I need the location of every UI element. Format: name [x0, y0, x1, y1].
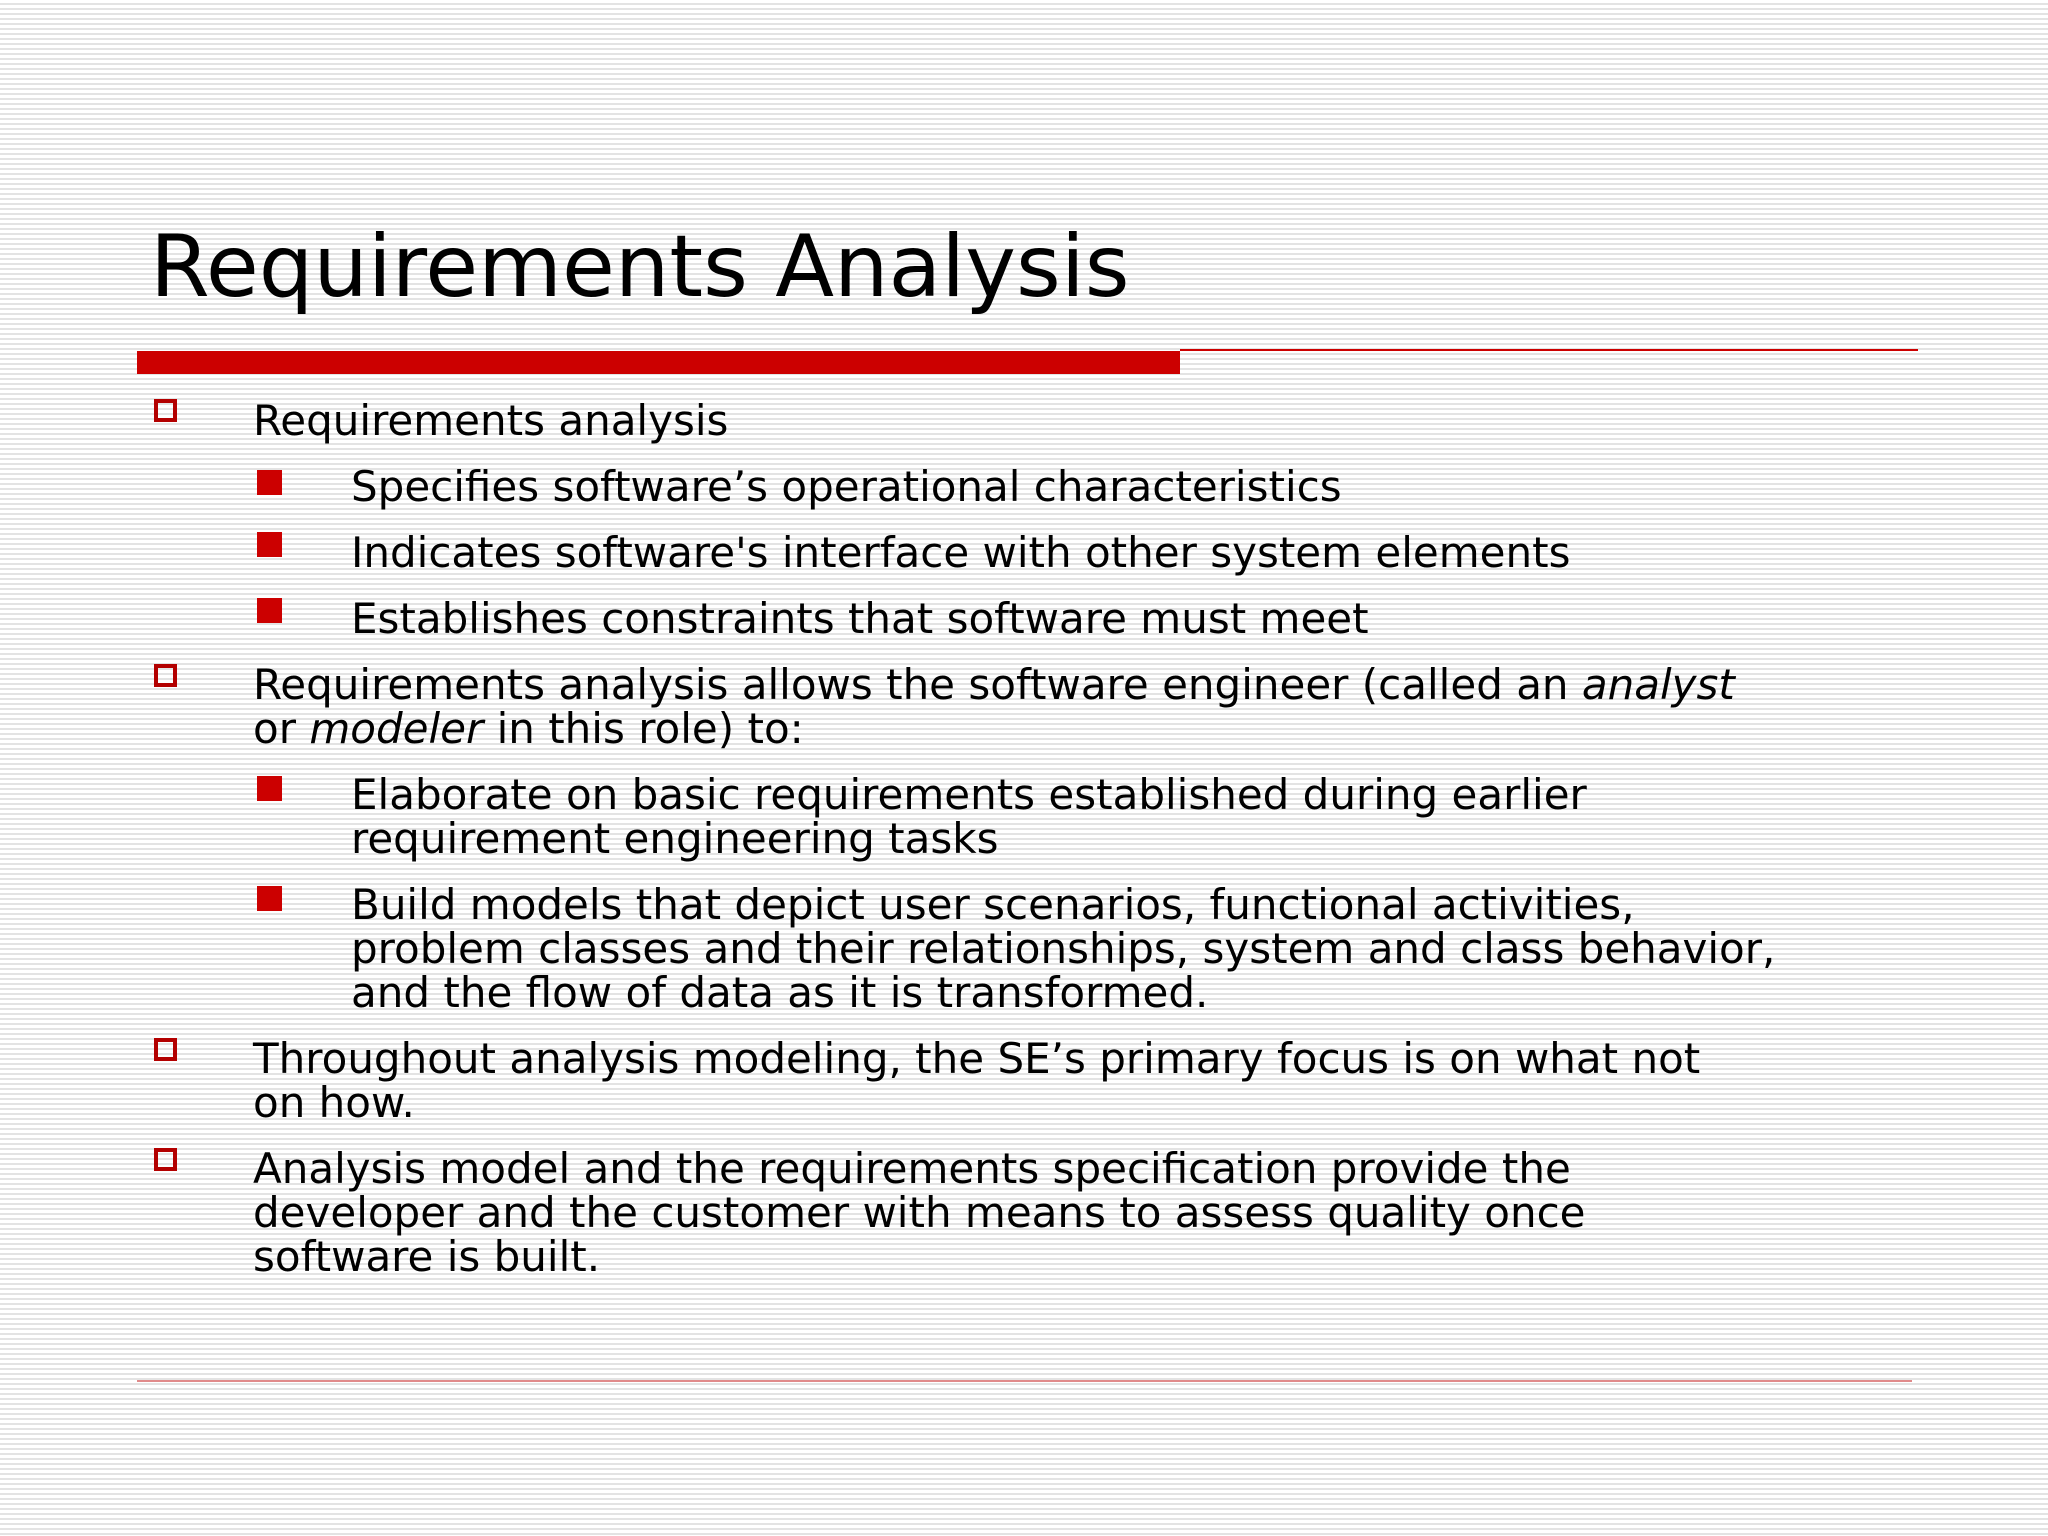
solid-square-bullet-icon: [257, 886, 282, 911]
bullet-4-line-1: Analysis model and the requirements specification provide the: [253, 1144, 1571, 1193]
solid-square-bullet-icon: [257, 776, 282, 801]
bullet-2-line-2: [253, 704, 804, 753]
bullet-3-line-1: Throughout analysis modeling, the SE’s primary focus is on what not: [253, 1034, 1701, 1083]
bullet-3-line-2: on how.: [253, 1078, 415, 1127]
bullet-2-sub-1-line-1: Elaborate on basic requirements established during earlier: [351, 770, 1587, 819]
bullet-2-sub-1-line-2: requirement engineering tasks: [351, 814, 999, 863]
bullet-2-line-1: [253, 660, 1735, 709]
solid-square-bullet-icon: [257, 598, 282, 623]
bullet-2-line-2-post: in this role) to:: [483, 704, 804, 753]
title-underline-thin: [1180, 349, 1918, 351]
bullet-1-sub-2: Indicates software's interface with other system elements: [351, 528, 1571, 577]
bullet-4-line-3: software is built.: [253, 1232, 601, 1281]
bullet-2-line-2-pre: or: [253, 704, 310, 753]
bullet-2-sub-2-line-1: Build models that depict user scenarios, functional activities,: [351, 880, 1635, 929]
bullet-1-text: Requirements analysis: [253, 396, 729, 445]
bullet-4-line-2: developer and the customer with means to assess quality once: [253, 1188, 1586, 1237]
solid-square-bullet-icon: [257, 470, 282, 495]
bullet-2-sub-2-line-2: problem classes and their relationships, system and class behavior,: [351, 924, 1776, 973]
bullet-2-analyst-emphasis: analyst: [1581, 660, 1735, 709]
bullet-2-modeler-emphasis: modeler: [309, 704, 484, 753]
slide-title: Requirements Analysis: [150, 217, 1130, 317]
footer-divider: [137, 1380, 1912, 1382]
hollow-square-bullet-icon: [154, 399, 177, 422]
hollow-square-bullet-icon: [154, 664, 177, 687]
bullet-1-sub-1: Specifies software’s operational characteristics: [351, 462, 1342, 511]
hollow-square-bullet-icon: [154, 1038, 177, 1061]
solid-square-bullet-icon: [257, 532, 282, 557]
bullet-2-line-1-text: Requirements analysis allows the software engineer (called an: [253, 660, 1582, 709]
hollow-square-bullet-icon: [154, 1148, 177, 1171]
bullet-1-sub-3: Establishes constraints that software must meet: [351, 594, 1369, 643]
bullet-2-sub-2-line-3: and the flow of data as it is transformed.: [351, 968, 1209, 1017]
title-underline-thick: [137, 351, 1180, 374]
